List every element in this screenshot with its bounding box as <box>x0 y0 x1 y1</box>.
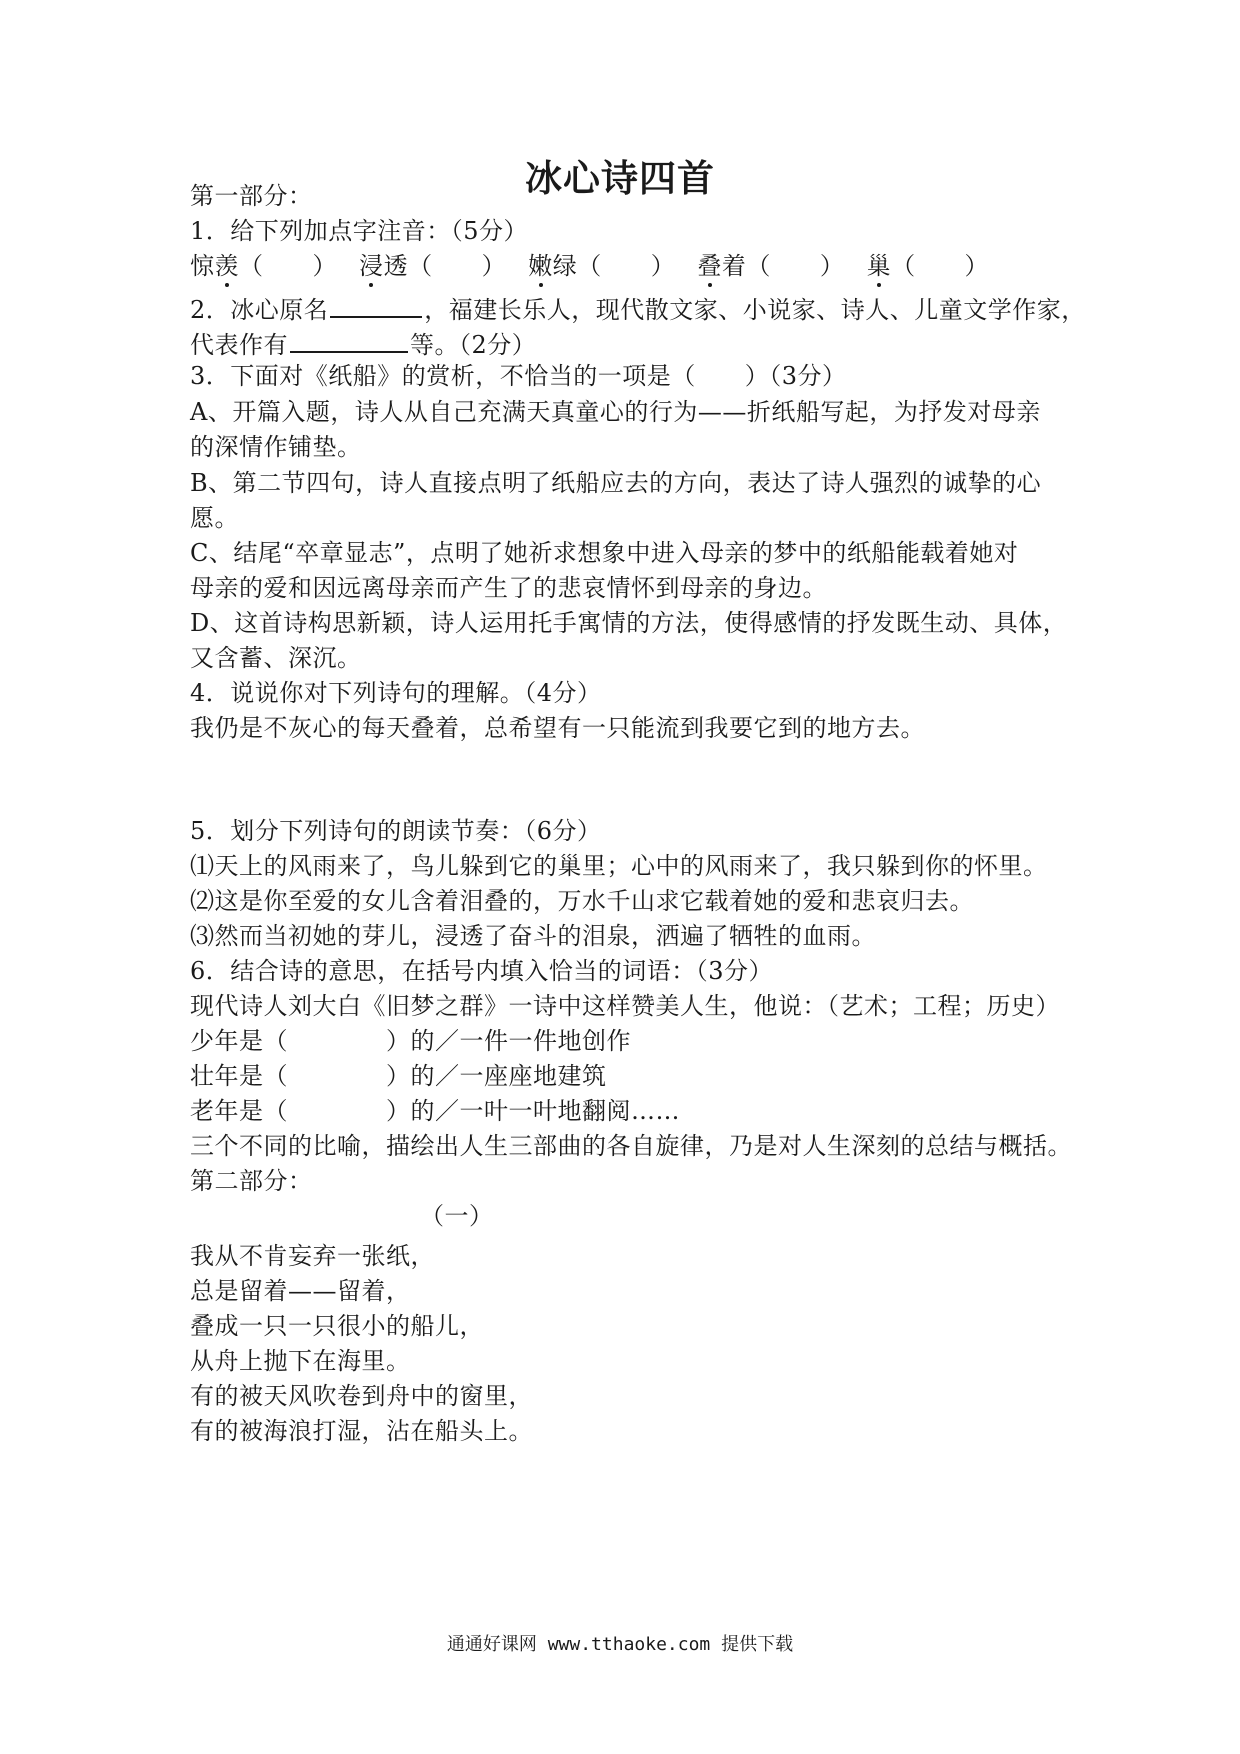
q1-stem: 1．给下列加点字注音：（5分） <box>190 217 529 245</box>
q1-item: 惊羡（ ） <box>190 252 337 280</box>
q3-option-d-2: 又含蓄、深沉。 <box>190 644 362 672</box>
q6-line-1: 少年是（ ）的／一件一件地创作 <box>190 1027 631 1055</box>
q3-option-c-1: C、结尾“卒章显志”，点明了她祈求想象中进入母亲的梦中的纸船能载着她对 <box>190 539 1019 567</box>
q1-item: 叠着（ ） <box>697 252 845 280</box>
q2-line2: 代表作有 等。（2分） <box>190 325 536 361</box>
q1-item: 浸透（ ） <box>359 252 507 280</box>
part1-heading: 第一部分： <box>190 182 313 210</box>
footer-source: 通通好课网 www.tthaoke.com 提供下载 <box>446 1634 794 1655</box>
q2-line1: 2．冰心原名 ，福建长乐人，现代散文家、小说家、诗人、儿童文学作家， <box>190 290 1086 326</box>
q6-intro: 现代诗人刘大白《旧梦之群》一诗中这样赞美人生，他说：（艺术；工程；历史） <box>190 992 1060 1020</box>
part2-heading: 第二部分： <box>190 1167 313 1195</box>
dotted-char: 浸 <box>359 252 384 280</box>
q6-stem: 6．结合诗的意思，在括号内填入恰当的词语：（3分） <box>190 957 774 985</box>
poem-line: 叠成一只一只很小的船儿， <box>190 1312 484 1340</box>
dotted-char: 羡 <box>214 252 239 280</box>
page-title: 冰心诗四首 <box>525 157 715 200</box>
dotted-char: 巢 <box>866 252 892 280</box>
q3-option-c-2: 母亲的爱和因远离母亲而产生了的悲哀情怀到母亲的身边。 <box>190 574 827 602</box>
q6-summary: 三个不同的比喻，描绘出人生三部曲的各自旋律，乃是对人生深刻的总结与概括。 <box>190 1132 1072 1160</box>
q3-option-a-1: A、开篇入题，诗人从自己充满天真童心的行为——折纸船写起，为抒发对母亲 <box>190 398 1041 426</box>
q6-line-2: 壮年是（ ）的／一座座地建筑 <box>190 1062 607 1090</box>
poem-line: 我从不肯妄弃一张纸， <box>190 1242 435 1270</box>
poem-line: 有的被海浪打湿，沾在船头上。 <box>190 1417 533 1445</box>
q5-stem: 5．划分下列诗句的朗读节奏：（6分） <box>190 817 602 845</box>
q5-line-2: ⑵这是你至爱的女儿含着泪叠的，万水千山求它载着她的爱和悲哀归去。 <box>190 887 974 915</box>
q1-item: 嫩绿（ ） <box>528 252 676 280</box>
q1-item: 巢（ ） <box>866 252 990 280</box>
dotted-char: 叠 <box>697 252 722 280</box>
poem-line: 有的被天风吹卷到舟中的窗里， <box>190 1382 533 1410</box>
q1-items <box>190 250 1003 282</box>
poem-line: 总是留着——留着， <box>190 1277 411 1305</box>
q3-option-b-2: 愿。 <box>190 504 239 532</box>
q4-stem: 4．说说你对下列诗句的理解。（4分） <box>190 679 602 707</box>
q3-option-b-1: B、第二节四句，诗人直接点明了纸船应去的方向，表达了诗人强烈的诚挚的心 <box>190 469 1042 497</box>
q5-line-1: ⑴天上的风雨来了，鸟儿躲到它的巢里；心中的风雨来了，我只躲到你的怀里。 <box>190 852 1048 880</box>
answer-blank[interactable] <box>330 290 422 318</box>
poem-section-number: （一） <box>420 1202 494 1230</box>
dotted-char: 嫩 <box>528 252 553 280</box>
q6-line-3: 老年是（ ）的／一叶一叶地翻阅…… <box>190 1097 680 1125</box>
q3-option-d-1: D、这首诗构思新颖，诗人运用托手寓情的方法，使得感情的抒发既生动、具体， <box>190 609 1068 637</box>
q4-quote: 我仍是不灰心的每天叠着，总希望有一只能流到我要它到的地方去。 <box>190 714 925 742</box>
q5-line-3: ⑶然而当初她的芽儿，浸透了奋斗的泪泉，洒遍了牺牲的血雨。 <box>190 922 876 950</box>
poem-line: 从舟上抛下在海里。 <box>190 1347 411 1375</box>
q3-option-a-2: 的深情作铺垫。 <box>190 433 362 461</box>
q3-stem: 3．下面对《纸船》的赏析，不恰当的一项是（ ）（3分） <box>190 362 847 390</box>
answer-blank[interactable] <box>290 325 408 353</box>
